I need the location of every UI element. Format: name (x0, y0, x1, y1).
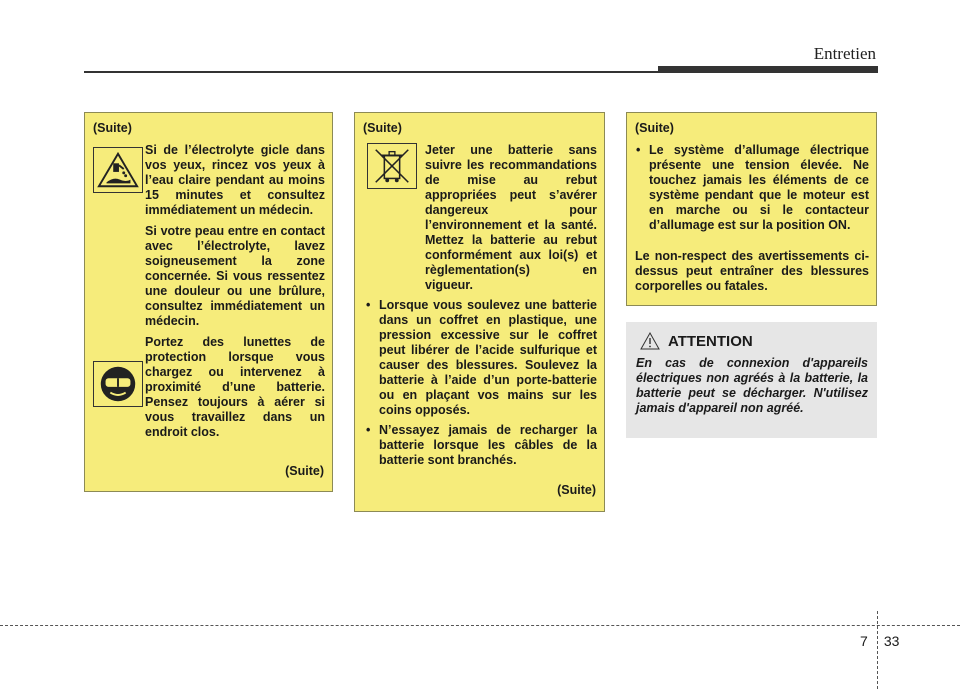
list-item: • Lorsque vous soulevez une batterie dans un coffret en plastique, une pression excessive sur le coffret peut libérer de l’acide sulfurique et causer des blessures. Soulevez la batterie à l’aide d’un porte-batterie ou en plaçant vos mains sur les coins opposés. (363, 298, 597, 418)
attention-box (626, 322, 877, 438)
battery-bullet-list (363, 298, 597, 473)
consequence-text: Le non-respect des avertissements ci-dessus peut entraîner des blessures corporelles ou fatales. (635, 249, 869, 293)
paragraph: Si de l’électrolyte gicle dans vos yeux, rincez vos yeux à l’eau claire pendant au moins 15 minutes et consultez immédiatement un médecin. (145, 143, 325, 217)
warning-box-electrolyte (84, 112, 333, 492)
footer-divider (877, 611, 878, 689)
header-rule (84, 71, 660, 73)
continued-label: (Suite) (363, 121, 402, 135)
list-item: • Le système d’allumage électrique présente une tension élevée. Ne touchez jamais les éléments de ce système pendant que le moteur est en marche ou si le contacteur d’allumage est sur la position ON. (633, 143, 869, 233)
continued-label: (Suite) (93, 121, 132, 135)
page-number (860, 633, 899, 649)
warning-triangle-icon (640, 332, 660, 350)
goggles-icon (93, 361, 143, 407)
paragraph: Si votre peau entre en contact avec l’électrolyte, lavez soigneusement la zone concernée. Si vous ressentez une douleur ou une brûlure, consultez immédiatement un médecin. (145, 224, 325, 328)
continued-label: (Suite) (635, 121, 674, 135)
electrolyte-eyes-text (145, 143, 325, 446)
attention-title: ATTENTION (668, 332, 753, 350)
acid-burn-icon (93, 147, 143, 193)
page-number-value: 33 (883, 633, 900, 649)
attention-heading (640, 332, 753, 350)
crossed-bin-icon (367, 143, 417, 189)
section-title: Entretien (813, 44, 876, 63)
header-rule-thick (658, 66, 878, 73)
footer-rule (0, 625, 960, 626)
warning-box-ignition (626, 112, 877, 306)
ignition-bullet-list (633, 143, 869, 238)
chapter-number: 7 (860, 633, 868, 649)
disposal-text (425, 143, 597, 299)
list-item: • N’essayez jamais de recharger la batterie lorsque les câbles de la batterie sont branchés. (363, 423, 597, 468)
attention-text: En cas de connexion d'appareils électriques non agréés à la batterie, la batterie peut se décharger. N'utilisez jamais d'appareil non agréé. (636, 356, 868, 415)
continued-label: (Suite) (557, 483, 596, 497)
paragraph: Portez des lunettes de protection lorsque vous chargez ou intervenez à proximité d’une batterie. Pensez toujours à aérer si vous travaillez dans un endroit clos. (145, 335, 325, 439)
paragraph: Jeter une batterie sans suivre les recommandations de mise au rebut appropriées peut s’avérer dangereux pour l’environnement et la santé. Mettez la batterie au rebut conformément aux loi(s) et règlementation(s) en vigueur. (425, 143, 597, 292)
warning-box-disposal (354, 112, 605, 512)
continued-label: (Suite) (285, 464, 324, 478)
